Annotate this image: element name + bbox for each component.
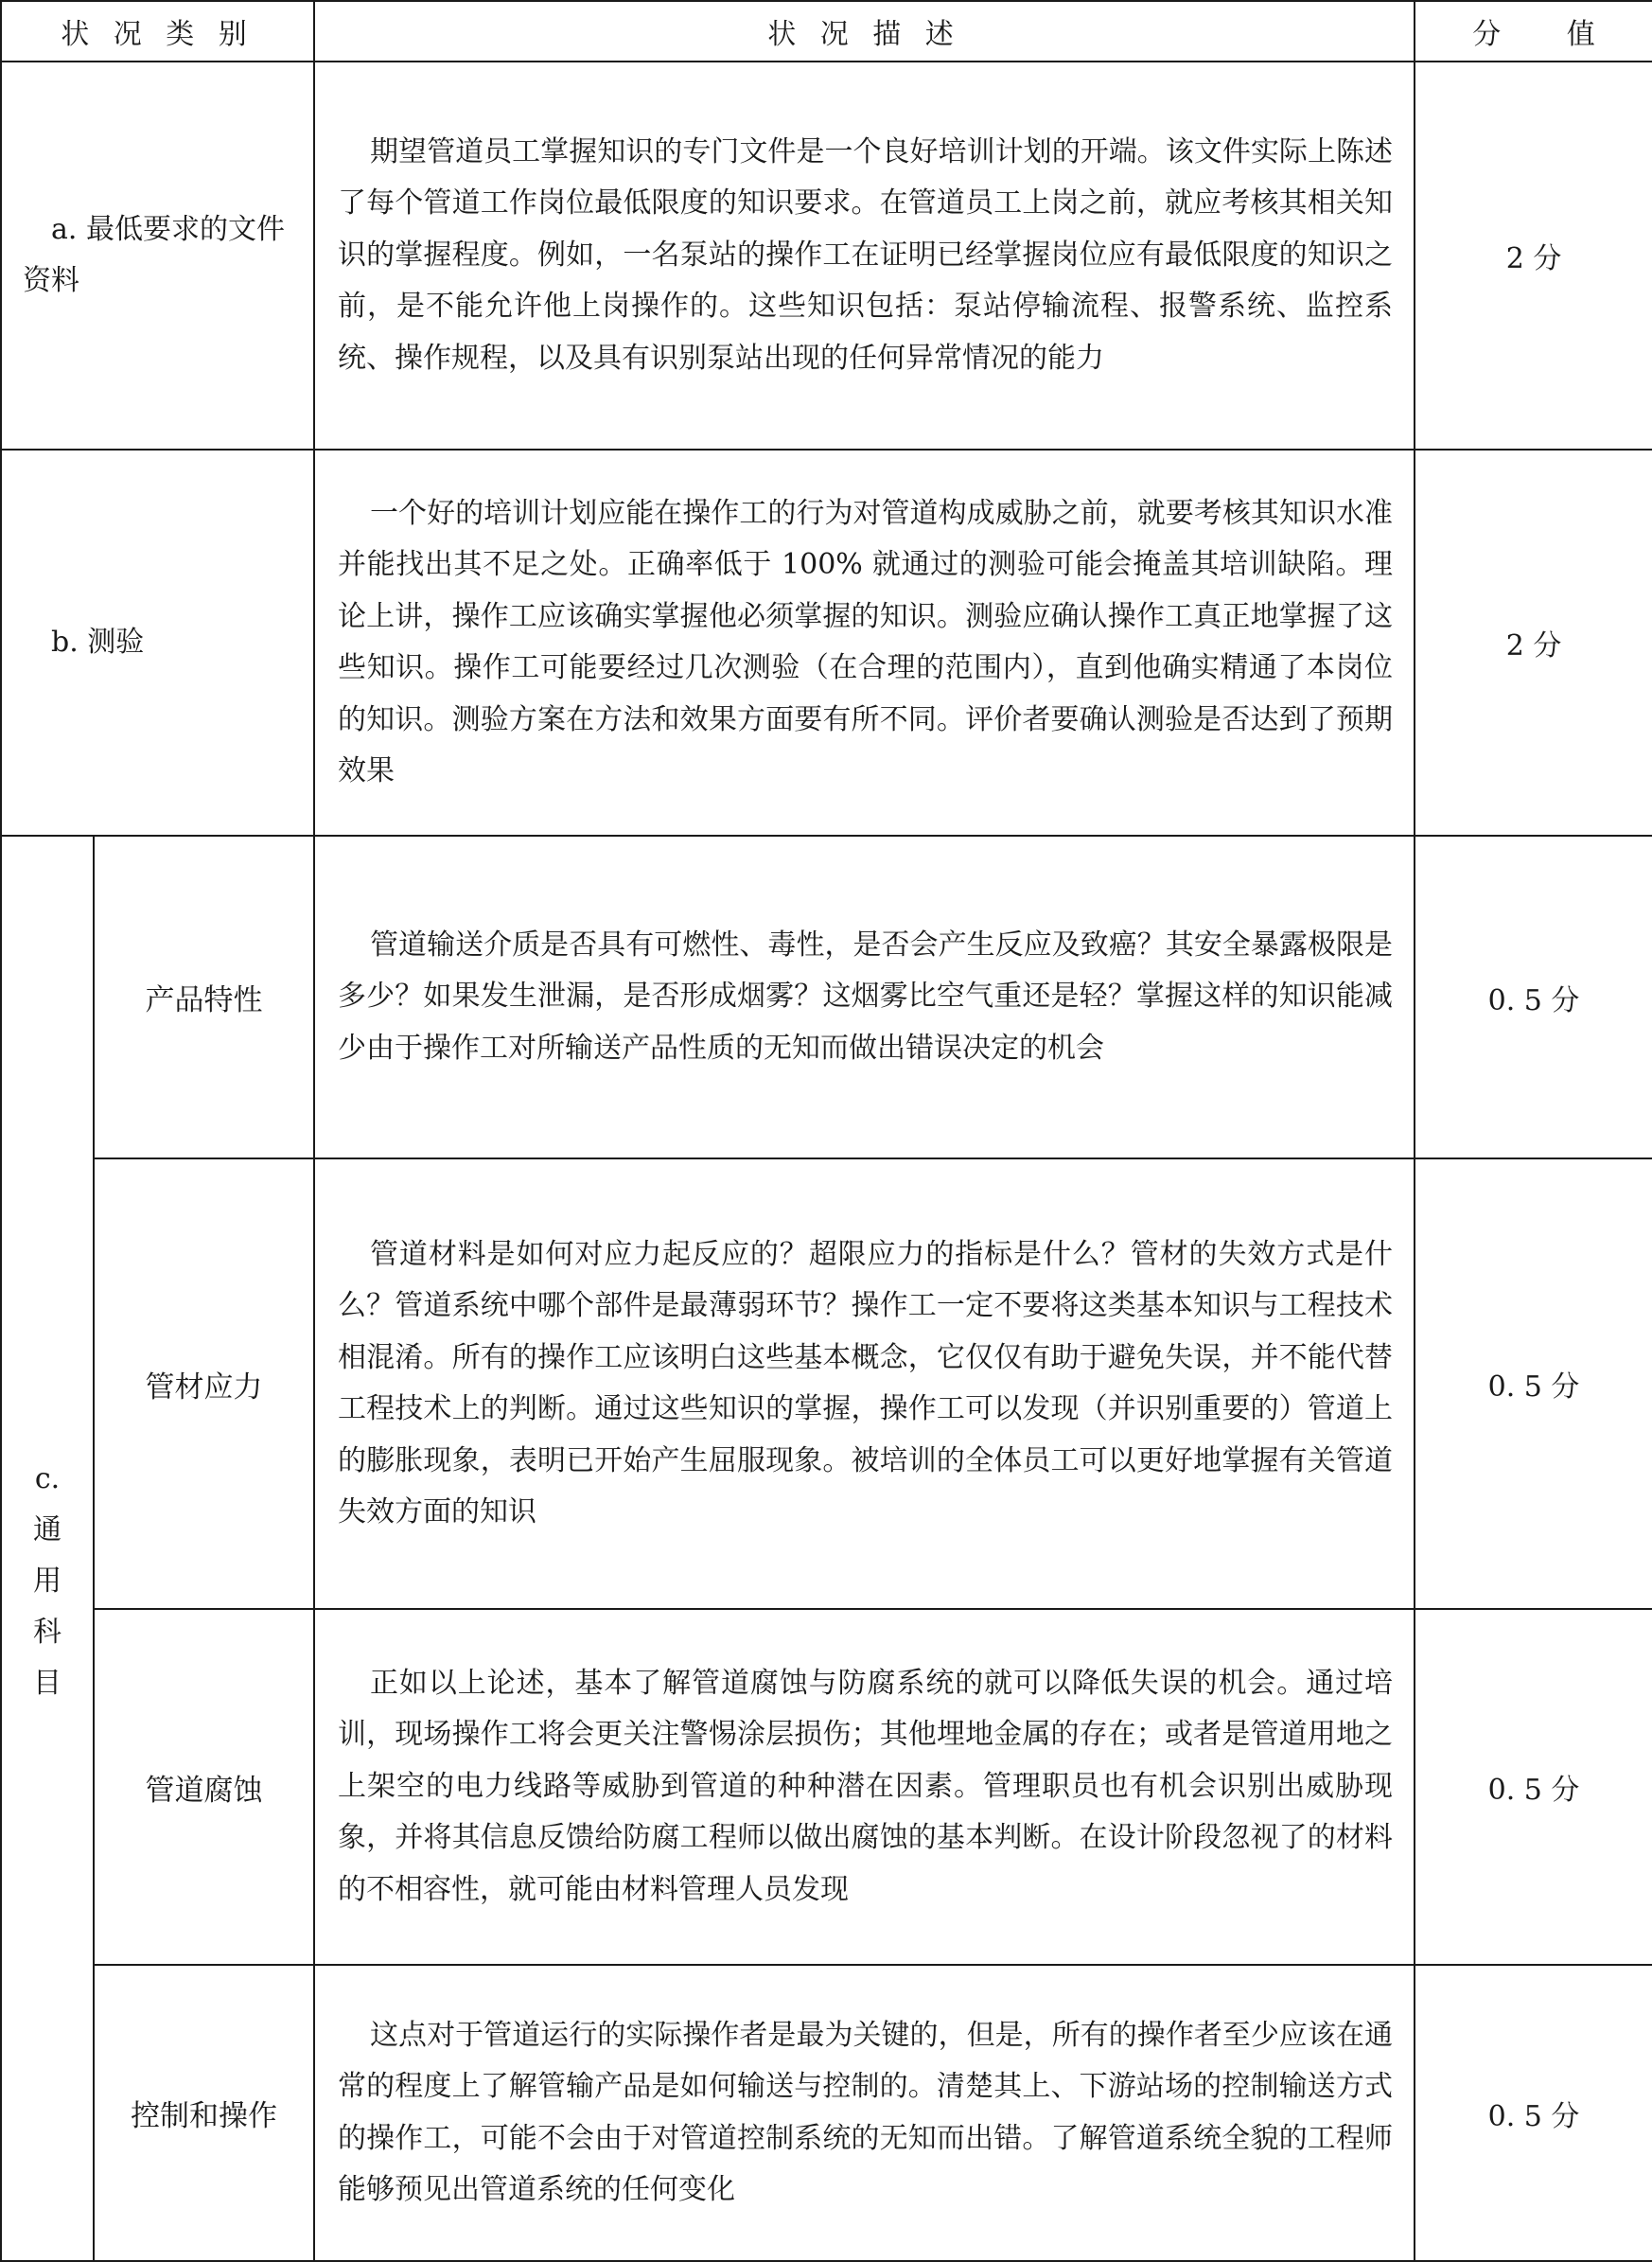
score-cell: 0. 5 分 bbox=[1415, 1965, 1652, 2261]
category-cell: b. 测验 bbox=[1, 450, 314, 836]
description-text: 管道材料是如何对应力起反应的？超限应力的指标是什么？管材的失效方式是什么？管道系统中哪个部件是最薄弱环节？操作工一定不要将这类基本知识与工程技术相混淆。所有的操作工应该明白这些基本概念，它仅仅有助于避免失误，并不能代替工程技术上的判断。通过这些知识的掌握，操作工可以发现（并识别重要的）管道上的膨胀现象，表明已开始产生屈服现象。被培训的全体员工可以更好地掌握有关管道失效方面的知识 bbox=[338, 1237, 1394, 1529]
table-row bbox=[1, 1158, 1652, 1609]
table-row bbox=[1, 1609, 1652, 1965]
description-text: 这点对于管道运行的实际操作者是最为关键的，但是，所有的操作者至少应该在通常的程度上了解管输产品是如何输送与控制的。清楚其上、下游站场的控制输送方式的操作工，可能不会由于对管道控制系统的无知而出错。了解管道系统全貌的工程师能够预见出管道系统的任何变化 bbox=[338, 2018, 1394, 2206]
score-cell: 0. 5 分 bbox=[1415, 1609, 1652, 1965]
table-row bbox=[1, 836, 1652, 1158]
group-label: c. bbox=[34, 1462, 61, 1495]
score-cell: 0. 5 分 bbox=[1415, 1158, 1652, 1609]
header-description: 状 况 描 述 bbox=[314, 1, 1415, 62]
score-cell: 0. 5 分 bbox=[1415, 836, 1652, 1158]
table-row bbox=[1, 1965, 1652, 2261]
subcategory-cell: 管材应力 bbox=[94, 1158, 314, 1609]
table-row bbox=[1, 62, 1652, 450]
header-category: 状 况 类 别 bbox=[1, 1, 314, 62]
group-char: 用 bbox=[33, 1564, 62, 1598]
table-row bbox=[1, 450, 1652, 836]
description-cell bbox=[314, 1158, 1415, 1609]
description-cell bbox=[314, 836, 1415, 1158]
description-cell bbox=[314, 1609, 1415, 1965]
table-header-row bbox=[1, 1, 1652, 62]
description-text: 正如以上论述，基本了解管道腐蚀与防腐系统的就可以降低失误的机会。通过培训，现场操作工将会更关注警惕涂层损伤；其他埋地金属的存在；或者是管道用地之上架空的电力线路等威胁到管道的种种潜在因素。管理职员也有机会识别出威胁现象，并将其信息反馈给防腐工程师以做出腐蚀的基本判断。在设计阶段忽视了的材料的不相容性，就可能由材料管理人员发现 bbox=[338, 1666, 1394, 1906]
description-text: 期望管道员工掌握知识的专门文件是一个良好培训计划的开端。该文件实际上陈述了每个管道工作岗位最低限度的知识要求。在管道员工上岗之前，就应考核其相关知识的掌握程度。例如，一名泵站的操作工在证明已经掌握岗位应有最低限度的知识之前，是不能允许他上岗操作的。这些知识包括：泵站停输流程、报警系统、监控系统、操作规程，以及具有识别泵站出现的任何异常情况的能力 bbox=[338, 134, 1394, 375]
description-cell bbox=[314, 1965, 1415, 2261]
group-char: 科 bbox=[33, 1616, 62, 1649]
subcategory-cell: 产品特性 bbox=[94, 836, 314, 1158]
score-cell: 2 分 bbox=[1415, 62, 1652, 450]
header-score: 分 值 bbox=[1415, 1, 1652, 62]
group-char: 目 bbox=[33, 1667, 62, 1700]
description-text: 管道输送介质是否具有可燃性、毒性，是否会产生反应及致癌？其安全暴露极限是多少？如果发生泄漏，是否形成烟雾？这烟雾比空气重还是轻？掌握这样的知识能减少由于操作工对所输送产品性质的无知而做出错误决定的机会 bbox=[338, 928, 1394, 1065]
score-cell: 2 分 bbox=[1415, 450, 1652, 836]
description-cell bbox=[314, 450, 1415, 836]
description-cell bbox=[314, 62, 1415, 450]
subcategory-cell: 控制和操作 bbox=[94, 1965, 314, 2261]
description-text: 一个好的培训计划应能在操作工的行为对管道构成威胁之前，就要考核其知识水准并能找出其不足之处。正确率低于 100% 就通过的测验可能会掩盖其培训缺陷。理论上讲，操作工应该确实掌握他必须掌握的知识。测验应确认操作工真正地掌握了这些知识。操作工可能要经过几次测验（在合理的范围内），直到他确实精通了本岗位的知识。测验方案在方法和效果方面要有所不同。评价者要确认测验是否达到了预期效果 bbox=[338, 496, 1394, 787]
group-category-cell bbox=[1, 836, 94, 2261]
subcategory-cell: 管道腐蚀 bbox=[94, 1609, 314, 1965]
group-char: 通 bbox=[33, 1513, 62, 1546]
category-cell: a. 最低要求的文件资料 bbox=[1, 62, 314, 450]
